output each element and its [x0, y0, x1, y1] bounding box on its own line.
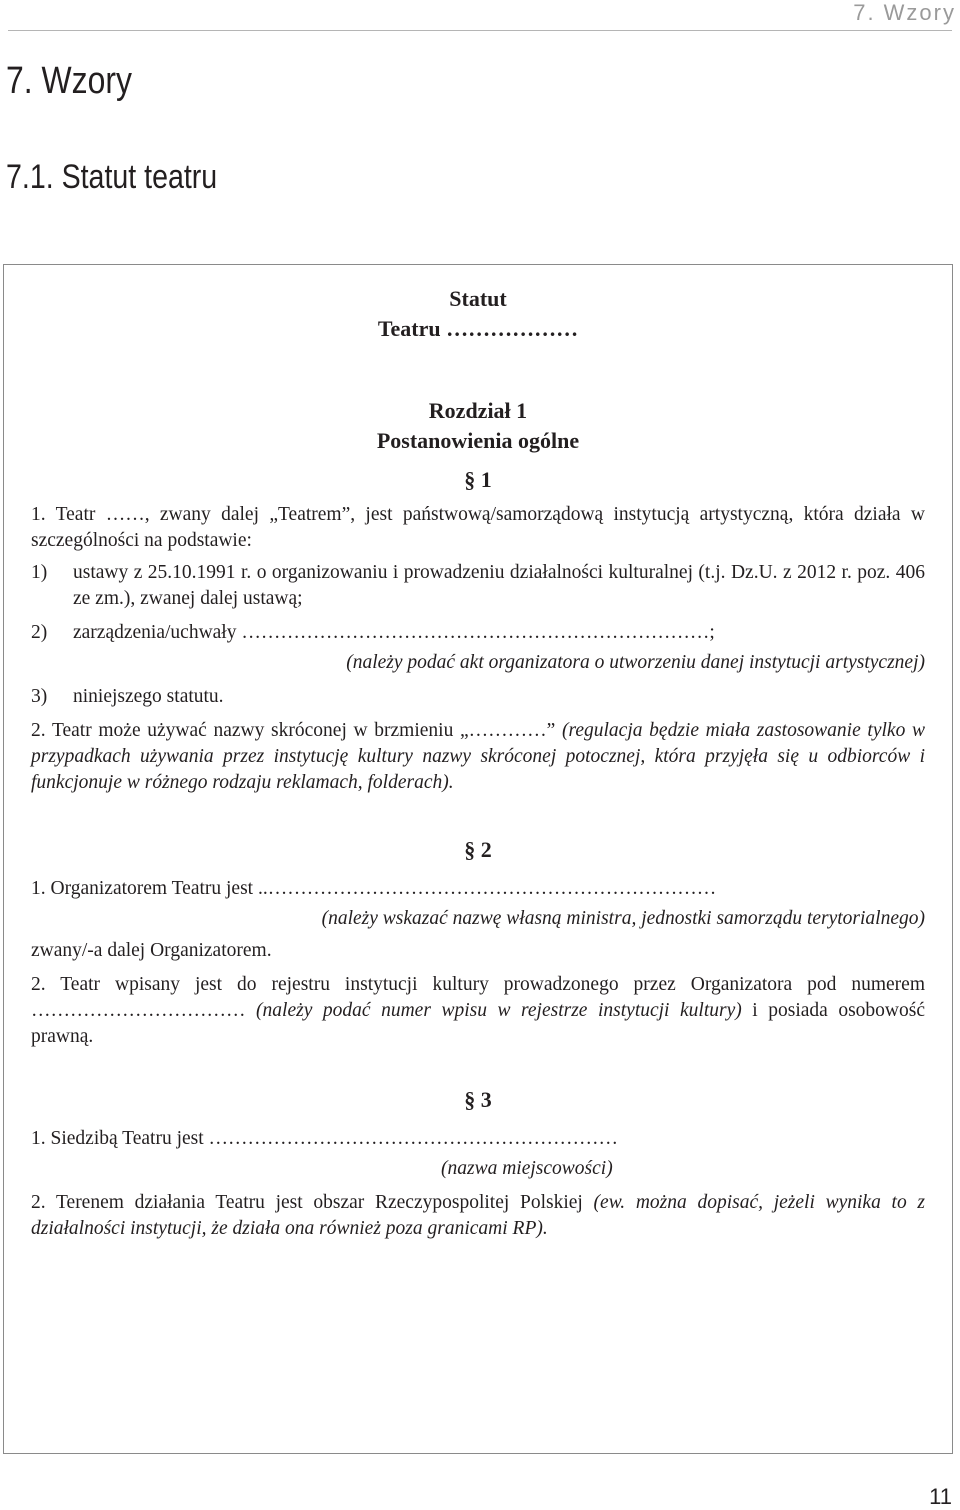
list-item-text: ustawy z 25.10.1991 r. o organizowaniu i prowadzeniu działalności kulturalnej (t.j. Dz.U. z 2012 r. poz. 406 ze zm.), zwanej dalej ustawą; [73, 562, 925, 609]
list-item-number: 1) [31, 562, 48, 583]
s3-clause-1-note: (nazwa miejscowości) [441, 1158, 613, 1179]
list-item [31, 620, 925, 646]
list-item-number: 3) [31, 686, 48, 707]
running-header: 7. Wzory [853, 0, 956, 25]
list-item-note: (należy podać akt organizatora o utworzeniu danej instytucji artystycznej) [346, 652, 925, 673]
chapter-title: 7. Wzory [6, 60, 132, 102]
paragraph-heading-3: § 3 [464, 1087, 492, 1112]
document-subtitle: Teatru ……………… [377, 316, 579, 341]
s1-clause-2 [31, 718, 925, 796]
list-item [31, 684, 925, 710]
s2-clause-1-note: (należy wskazać nazwę własną ministra, jednostki samorządu terytorialnego) [321, 908, 925, 929]
paragraph-heading-1: § 1 [464, 467, 492, 492]
header-rule [8, 30, 952, 31]
clause-note: (regulacja będzie miała zastosowanie tylko w przypadkach używania przez instytucję kultury nazwy skróconej potocznej, która przyjęła się u odbiorców i funkcjonuje w różnego rodzaju reklamach, folderach). [31, 720, 925, 793]
s2-clause-1-continued: zwany/-a dalej Organizatorem. [31, 940, 272, 961]
paragraph-heading-2: § 2 [464, 837, 492, 862]
clause-note: (ew. można dopisać, jeżeli wynika to z działalności instytucji, że działa ona również poza granicami RP). [31, 1192, 925, 1239]
list-item-number: 2) [31, 622, 48, 643]
chapter-name: Postanowienia ogólne [376, 428, 580, 453]
s2-clause-1: 1. Organizatorem Teatru jest ..…………………………………………………………… [31, 878, 717, 899]
document-title: Statut [449, 286, 507, 311]
s2-clause-2 [31, 972, 925, 1050]
statute-document [31, 284, 925, 1242]
s3-clause-1: 1. Siedzibą Teatru jest ……………………………………………………… [31, 1128, 619, 1149]
s3-clause-2 [31, 1190, 925, 1242]
clause-text: 2. Teatr wpisany jest do rejestru instytucji kultury prowadzonego przez Organizatora pod numerem …………………………… [31, 974, 925, 1021]
list-item-text: niniejszego statutu. [73, 686, 224, 707]
list-item-text: zarządzenia/uchwały ………………………………………………………………; [73, 622, 715, 643]
clause-note: (należy podać numer wpisu w rejestrze instytucji kultury) [256, 1000, 742, 1021]
clause-text-end: i posiada osobowość prawną. [31, 1000, 926, 1047]
list-item [31, 560, 925, 612]
clause-text: 2. Terenem działania Teatru jest obszar Rzeczypospolitej Polskiej [31, 1192, 594, 1213]
clause-text: 2. Teatr może używać nazwy skróconej w brzmieniu „…………” [31, 720, 562, 741]
page-number: 11 [929, 1484, 952, 1509]
section-title: 7.1. Statut teatru [6, 158, 218, 196]
chapter-heading: Rozdział 1 [428, 398, 528, 423]
s1-clause-1: 1. Teatr ……, zwany dalej „Teatrem”, jest państwową/samorządową instytucją artystyczną, która działa w szczególności na podstawie: [31, 504, 925, 551]
